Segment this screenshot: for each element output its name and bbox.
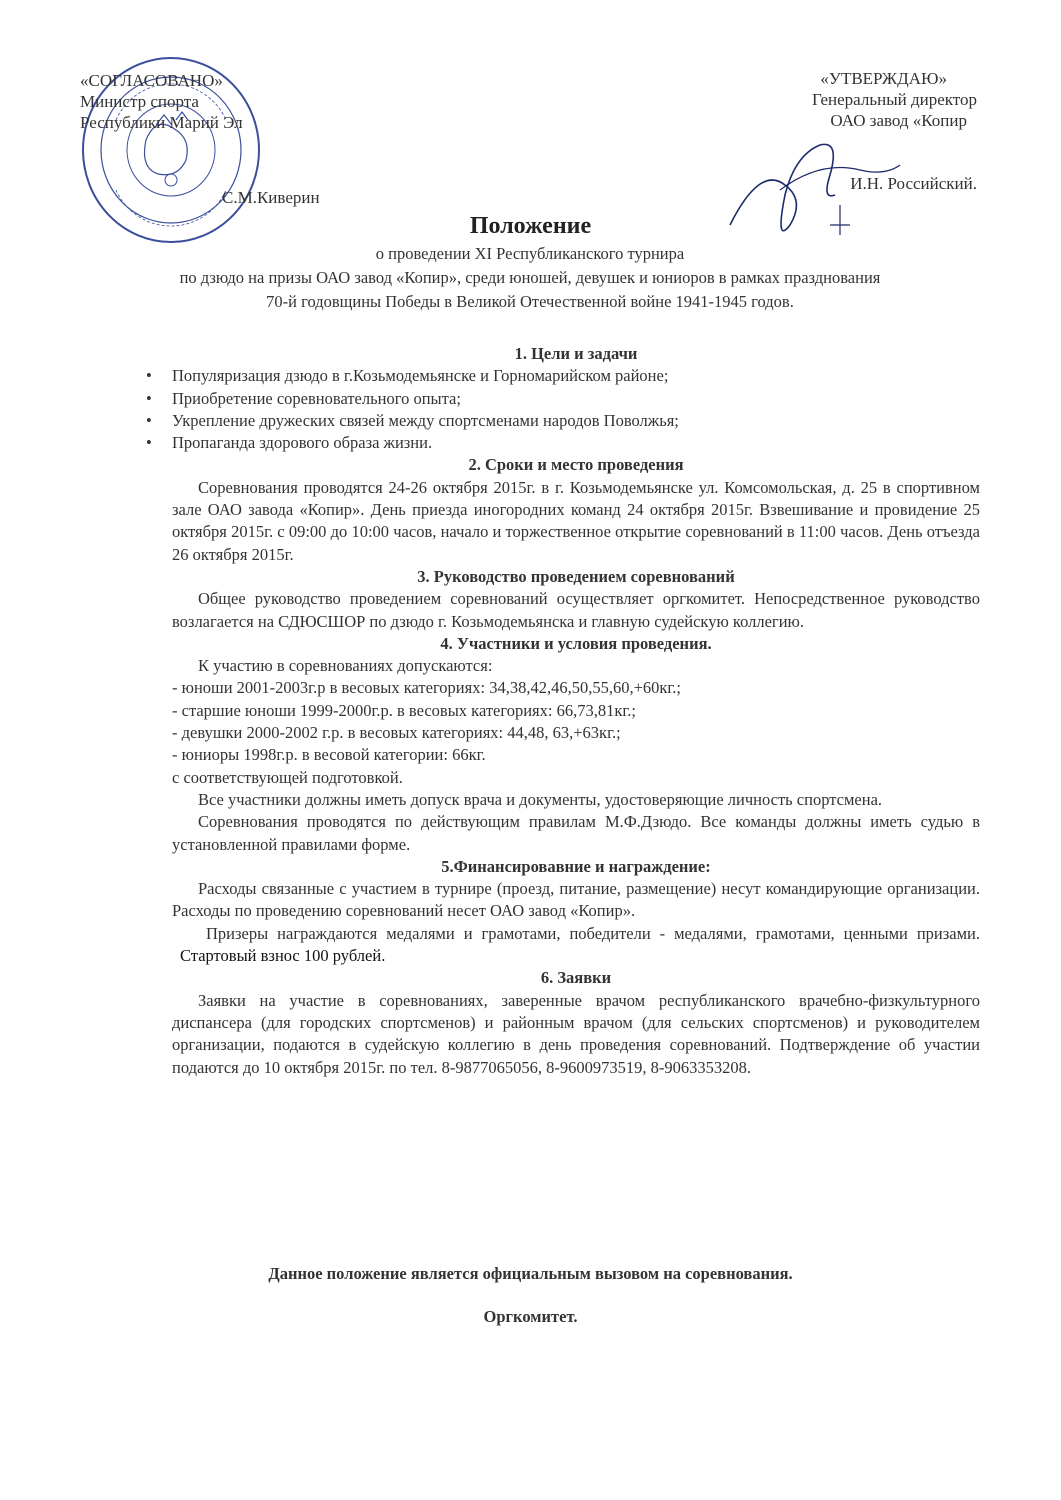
section-6-heading: 6. Заявки <box>540 968 612 988</box>
agreed-label: «СОГЛАСОВАНО» <box>80 71 223 90</box>
goal-item: • Укрепление дружеских связей между спортсменами народов Поволжья; <box>172 410 980 432</box>
goal-item: • Пропаганда здорового образа жизни. <box>172 432 980 454</box>
director-title: Генеральный директор <box>811 90 977 109</box>
approve-label: «УТВЕРЖДАЮ» <box>820 69 947 88</box>
section-4-para-3: Соревнования проводятся по действующим правилам М.Ф.Дзюдо. Все команды должны иметь судью в установленной правилами форме. <box>172 812 980 854</box>
section-5-para-2 <box>172 923 980 968</box>
participant-line: - юниоры 1998г.р. в весовой категории: 66кг. <box>172 745 486 765</box>
section-4-para-2: Все участники должны иметь допуск врача и документы, удостоверяющие личность спортсмена. <box>198 789 883 809</box>
section-5-para-1: Расходы связанные с участием в турнире (проезд, питание, размещение) несут командирующие организации. Расходы по проведению соревнований несет ОАО завод «Копир». <box>172 879 980 921</box>
section-3-text: Общее руководство проведением соревнований осуществляет оргкомитет. Непосредственное руководство возлагается на СДЮСШОР по дзюдо г. Козьмодемьянска и главную судейскую коллегию. <box>172 589 980 631</box>
republic-name: Республики Марий Эл <box>80 113 243 132</box>
subtitle-line-3: 70-й годовщины Победы в Великой Отечественной войне 1941-1945 годов. <box>266 292 794 311</box>
goals-list <box>172 365 980 454</box>
subtitle-line-1: о проведении XI Республиканского турнира <box>375 244 685 263</box>
document-title: Положение <box>469 213 592 239</box>
participant-line: - девушки 2000-2002 г.р. в весовых категориях: 44,48, 63,+63кг.; <box>172 723 621 743</box>
section-4-intro: К участию в соревнованиях допускаются: <box>198 656 493 676</box>
section-3-heading: 3. Руководство проведением соревнований <box>417 566 735 586</box>
director-name: И.Н. Российский. <box>850 174 977 193</box>
participant-line: с соответствующей подготовкой. <box>172 767 403 787</box>
goal-item: • Приобретение соревновательного опыта; <box>172 388 980 410</box>
participant-line: - юноши 2001-2003г.р в весовых категориях: 34,38,42,46,50,55,60,+60кг.; <box>172 678 682 698</box>
document-body <box>172 343 980 1079</box>
company-name: ОАО завод «Копир <box>830 111 967 130</box>
section-2-heading: 2. Сроки и место проведения <box>468 455 684 475</box>
subtitle-line-2: по дзюдо на призы ОАО завод «Копир», среди юношей, девушек и юниоров в рамках празднования <box>179 268 881 287</box>
section-5-heading: 5.Финансировавние и награждение: <box>441 856 711 876</box>
approval-block-left <box>80 70 410 208</box>
minister-title: Министр спорта <box>80 92 199 111</box>
section-1-heading: 1. Цели и задачи <box>514 344 638 363</box>
official-call-note: Данное положение является официальным вызовом на соревнования. <box>268 1264 793 1283</box>
section-4-heading: 4. Участники и условия проведения. <box>440 633 712 653</box>
section-6-text: Заявки на участие в соревнованиях, заверенные врачом республиканского врачебно-физкультурного диспансера (для городских спортсменов) и районным врачом (для сельских спортсменов) и руководителем организации, подаются в судейскую коллегию в день проведения соревнований. Подтверждение об участии подаются до 10 октября 2015г. по тел. 8-9877065056, 8-9600973519, 8-9063353208. <box>172 990 980 1077</box>
organizer-signature: Оргкомитет. <box>483 1307 578 1326</box>
goal-item: • Популяризация дзюдо в г.Козьмодемьянске и Горномарийском районе; <box>172 365 980 387</box>
entry-fee: Стартовый взнос 100 рублей. <box>180 946 386 966</box>
approval-block-right <box>717 68 977 194</box>
section-2-text: Соревнования проводятся 24-26 октября 2015г. в г. Козьмодемьянске ул. Комсомольская, д. 25 в спортивном зале ОАО завода «Копир». День приезда иногородних команд 24 октября 2015г. Взвешивание и провидение 25 октября 2015г. с 09:00 до 10:00 часов, начало и торжественное открытие соревнований в 11:00 часов. День отъезда 26 октября 2015г. <box>172 477 980 564</box>
minister-name: С.М.Киверин <box>222 188 320 207</box>
document-subtitle <box>80 242 980 314</box>
awards-text: Призеры награждаются медалями и грамотами, победители - медалями, грамотами, ценными призами. <box>206 923 980 943</box>
participant-line: - старшие юноши 1999-2000г.р. в весовых категориях: 66,73,81кг.; <box>172 700 636 720</box>
